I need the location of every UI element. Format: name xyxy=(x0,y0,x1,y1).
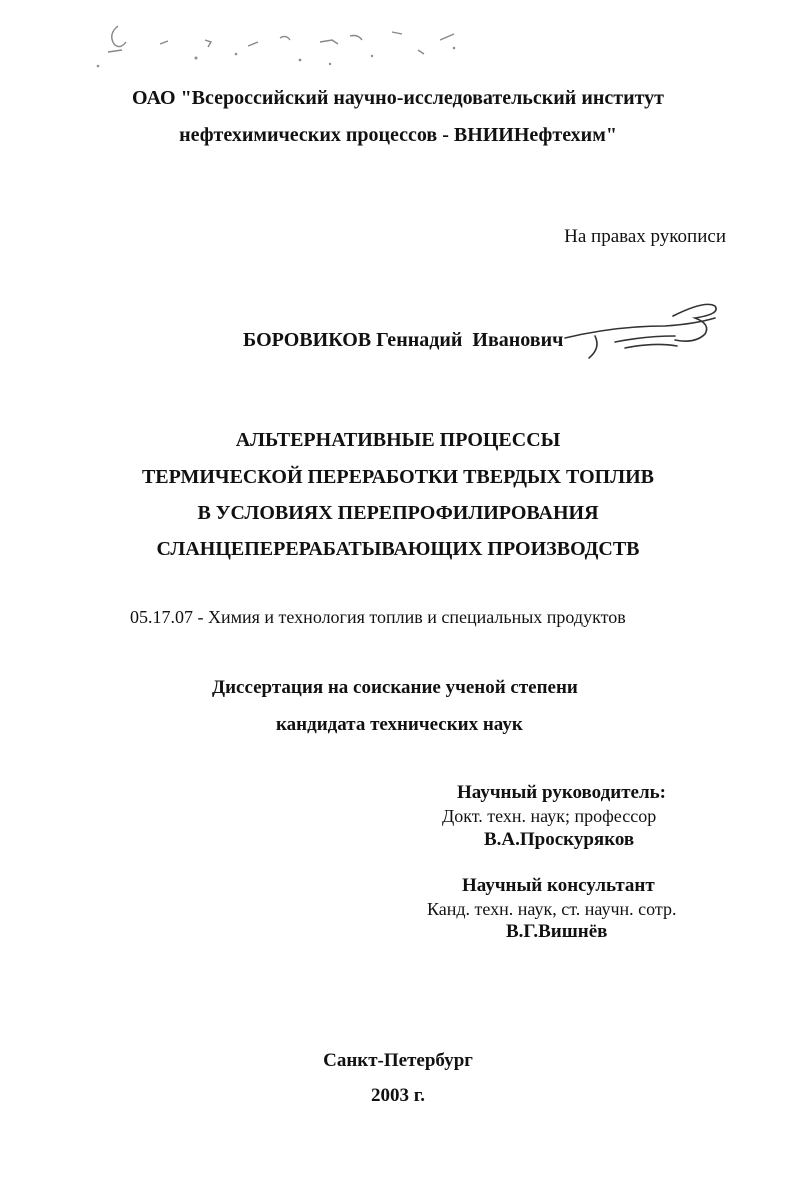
city: Санкт-Петербург xyxy=(323,1050,473,1071)
author-surname: БОРОВИКОВ xyxy=(243,329,372,351)
rights-note: На правах рукописи xyxy=(564,226,726,247)
institution-line-1: ОАО "Всероссийский научно-исследовательский институт xyxy=(132,87,664,109)
supervisor-degree: Докт. техн. наук; профессор xyxy=(442,806,657,826)
title-line-4: СЛАНЦЕПЕРЕРАБАТЫВАЮЩИХ ПРОИЗВОДСТВ xyxy=(156,538,640,560)
dissertation-line-2: кандидата технических наук xyxy=(276,714,523,735)
specialty-line: 05.17.07 - Химия и технология топлив и специальных продуктов xyxy=(130,607,626,627)
consultant-name: В.Г.Вишнёв xyxy=(506,921,608,942)
title-line-1: АЛЬТЕРНАТИВНЫЕ ПРОЦЕССЫ xyxy=(235,429,561,451)
stamp-marks xyxy=(0,0,796,80)
supervisor-name: В.А.Проскуряков xyxy=(484,829,635,850)
author-name xyxy=(243,329,563,352)
consultant-degree: Канд. техн. наук, ст. научн. сотр. xyxy=(427,899,677,919)
dissertation-line-1: Диссертация на соискание ученой степени xyxy=(212,677,578,698)
institution-line-2: нефтехимических процессов - ВНИИНефтехим" xyxy=(179,124,617,146)
author-signature xyxy=(555,296,735,366)
consultant-heading: Научный консультант xyxy=(462,875,655,896)
title-line-3: В УСЛОВИЯХ ПЕРЕПРОФИЛИРОВАНИЯ xyxy=(197,502,599,524)
author-given-names: Геннадий Иванович xyxy=(376,329,564,351)
title-line-2: ТЕРМИЧЕСКОЙ ПЕРЕРАБОТКИ ТВЕРДЫХ ТОПЛИВ xyxy=(141,466,655,488)
supervisor-heading: Научный руководитель: xyxy=(457,782,666,803)
year: 2003 г. xyxy=(371,1085,425,1106)
